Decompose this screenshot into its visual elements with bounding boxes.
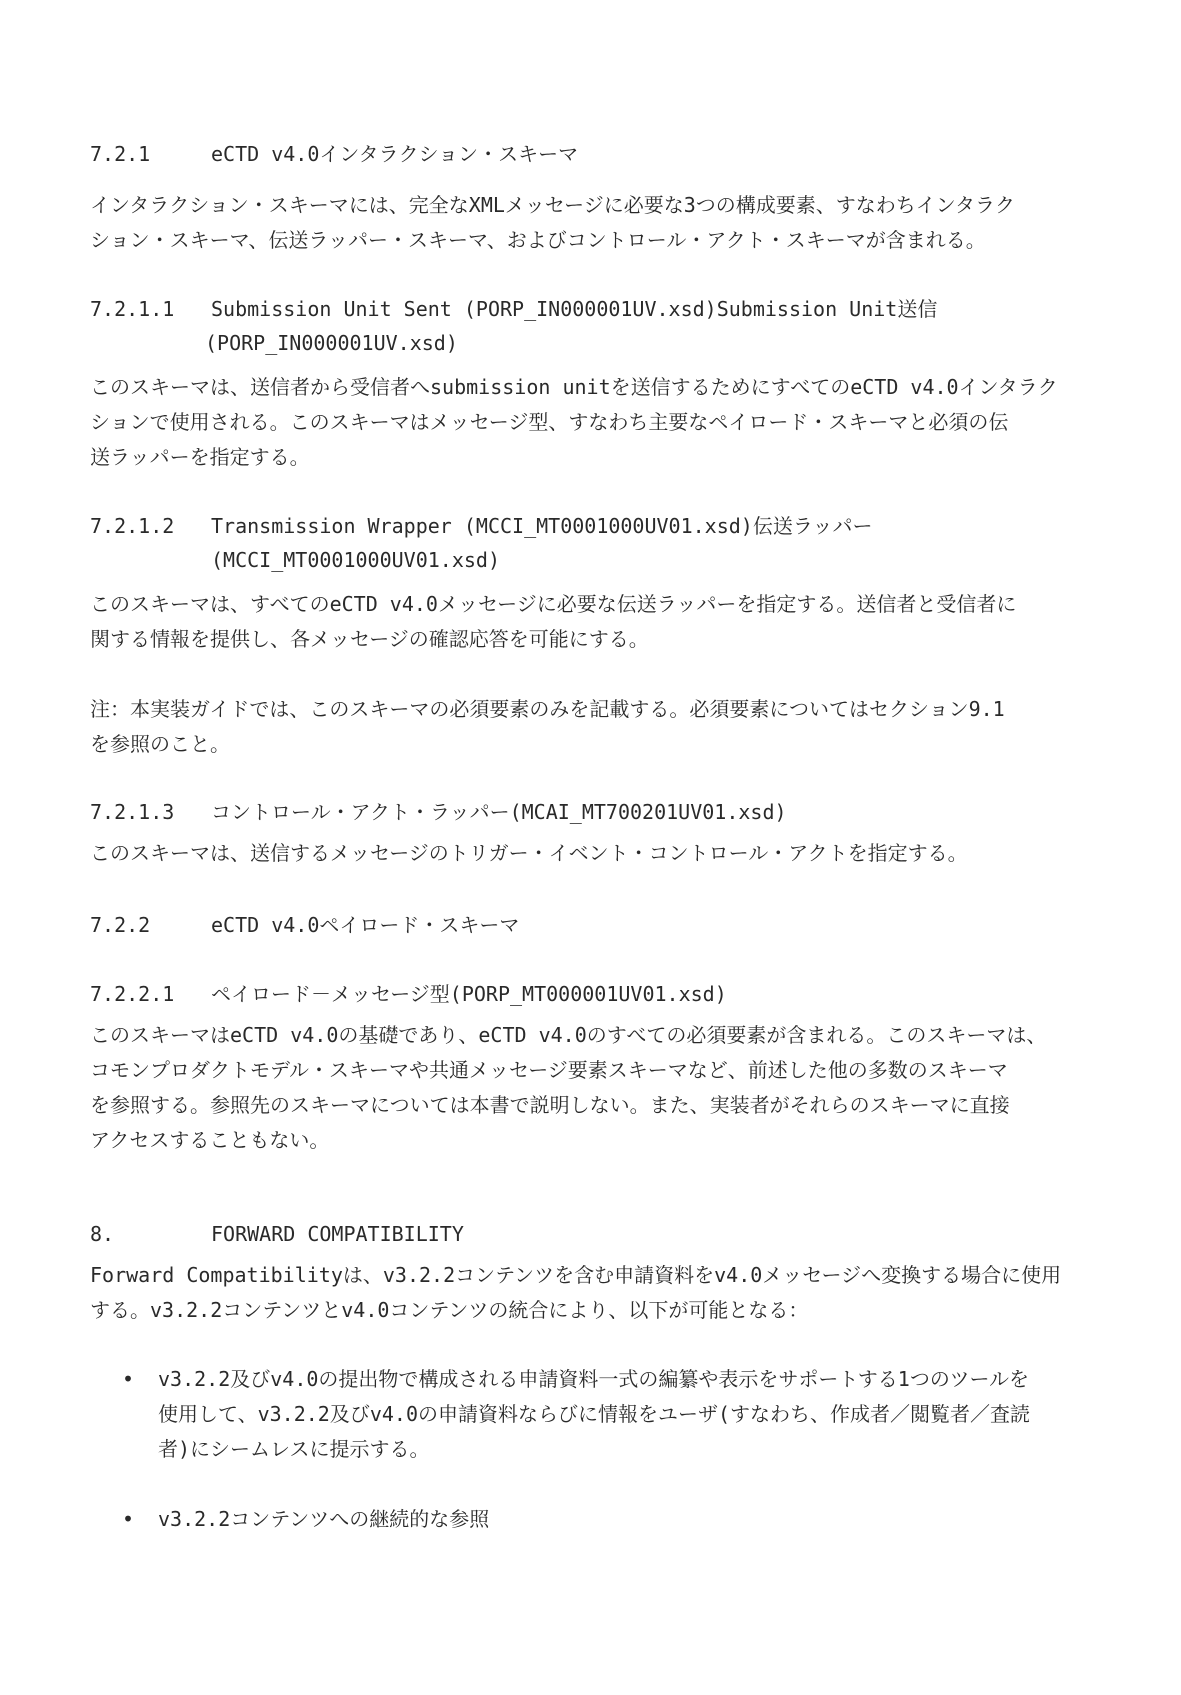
body-line: ションで使用される。このスキーマはメッセージ型、すなわち主要なペイロード・スキーマと必須の伝 <box>90 410 1009 434</box>
section-heading-7-2-1-1 <box>90 295 937 357</box>
section-heading-7-2-1-2 <box>90 512 872 574</box>
note-paragraph <box>90 692 1095 762</box>
bullet-line: 者)にシームレスに提示する。 <box>158 1437 430 1461</box>
section-title: eCTD v4.0インタラクション・スキーマ <box>211 142 579 166</box>
body-line: する。v3.2.2コンテンツとv4.0コンテンツの統合により、以下が可能となる： <box>90 1298 809 1322</box>
section-number: 7.2.1 <box>90 142 151 166</box>
body-line: 関する情報を提供し、各メッセージの確認応答を可能にする。 <box>90 627 649 651</box>
body-line: このスキーマは、すべてのeCTD v4.0メッセージに必要な伝送ラッパーを指定する。送信者と受信者に <box>90 592 1017 616</box>
section-title: Transmission Wrapper (MCCI_MT0001000UV01.xsd)伝送ラッパー <box>211 514 873 538</box>
body-line: を参照する。参照先のスキーマについては本書で説明しない。また、実装者がそれらのスキーマに直接 <box>90 1093 1010 1117</box>
section-heading-8 <box>90 1220 464 1248</box>
section-body-7-2-1-1 <box>90 370 1095 475</box>
section-body-8 <box>90 1258 1095 1328</box>
section-title: FORWARD COMPATIBILITY <box>211 1222 464 1246</box>
section-title: Submission Unit Sent (PORP_IN000001UV.xsd)Submission Unit送信 <box>211 297 938 321</box>
bullet-icon: • <box>122 1367 135 1391</box>
bullet-line: v3.2.2コンテンツへの継続的な参照 <box>158 1507 490 1531</box>
bullet-text <box>158 1502 1097 1537</box>
body-line: このスキーマは、送信するメッセージのトリガー・イベント・コントロール・アクトを指定する。 <box>90 841 968 865</box>
section-number: 7.2.2.1 <box>90 982 175 1006</box>
body-line: インタラクション・スキーマには、完全なXMLメッセージに必要な3つの構成要素、すなわちインタラク <box>90 193 1015 217</box>
body-line: アクセスすることもない。 <box>90 1128 330 1152</box>
body-line: Forward Compatibilityは、v3.2.2コンテンツを含む申請資料をv4.0メッセージへ変換する場合に使用 <box>90 1263 1062 1287</box>
section-title-continued: (PORP_IN000001UV.xsd) <box>205 331 458 355</box>
section-number: 7.2.1.2 <box>90 514 175 538</box>
bullet-item <box>122 1502 1097 1537</box>
bullet-item <box>122 1362 1097 1467</box>
section-number: 7.2.1.1 <box>90 297 175 321</box>
section-heading-7-2-2-1 <box>90 980 727 1008</box>
note-line: 注：本実装ガイドでは、このスキーマの必須要素のみを記載する。必須要素についてはセクション9.1 <box>90 697 1005 721</box>
bullet-line: 使用して、v3.2.2及びv4.0の申請資料ならびに情報をユーザ(すなわち、作成者／閲覧者／査読 <box>158 1402 1031 1426</box>
section-title: eCTD v4.0ペイロード・スキーマ <box>211 913 520 937</box>
section-title-continued: (MCCI_MT0001000UV01.xsd) <box>211 548 500 572</box>
section-number: 7.2.1.3 <box>90 800 175 824</box>
section-heading-7-2-1-3 <box>90 798 787 826</box>
body-line: ション・スキーマ、伝送ラッパー・スキーマ、およびコントロール・アクト・スキーマが含まれる。 <box>90 228 986 252</box>
body-line: コモンプロダクトモデル・スキーマや共通メッセージ要素スキーマなど、前述した他の多数のスキーマ <box>90 1058 1008 1082</box>
section-title: コントロール・アクト・ラッパー(MCAI_MT700201UV01.xsd) <box>211 800 787 824</box>
section-body-7-2-1-2 <box>90 587 1095 657</box>
body-line: このスキーマはeCTD v4.0の基礎であり、eCTD v4.0のすべての必須要素が含まれる。このスキーマは、 <box>90 1023 1047 1047</box>
section-number: 8. <box>90 1222 115 1246</box>
bullet-line: v3.2.2及びv4.0の提出物で構成される申請資料一式の編纂や表示をサポートする1つのツールを <box>158 1367 1030 1391</box>
section-heading-7-2-2 <box>90 911 519 939</box>
body-line: 送ラッパーを指定する。 <box>90 445 310 469</box>
section-body-7-2-1 <box>90 188 1095 258</box>
section-body-7-2-1-3 <box>90 836 1095 871</box>
section-title: ペイロード－メッセージ型(PORP_MT000001UV01.xsd) <box>211 982 727 1006</box>
section-number: 7.2.2 <box>90 913 151 937</box>
bullet-icon: • <box>122 1507 135 1531</box>
section-body-7-2-2-1 <box>90 1018 1095 1158</box>
note-line: を参照のこと。 <box>90 732 230 756</box>
bullet-text <box>158 1362 1097 1467</box>
body-line: このスキーマは、送信者から受信者へsubmission unitを送信するためにすべてのeCTD v4.0インタラク <box>90 375 1058 399</box>
section-heading-7-2-1 <box>90 140 578 168</box>
